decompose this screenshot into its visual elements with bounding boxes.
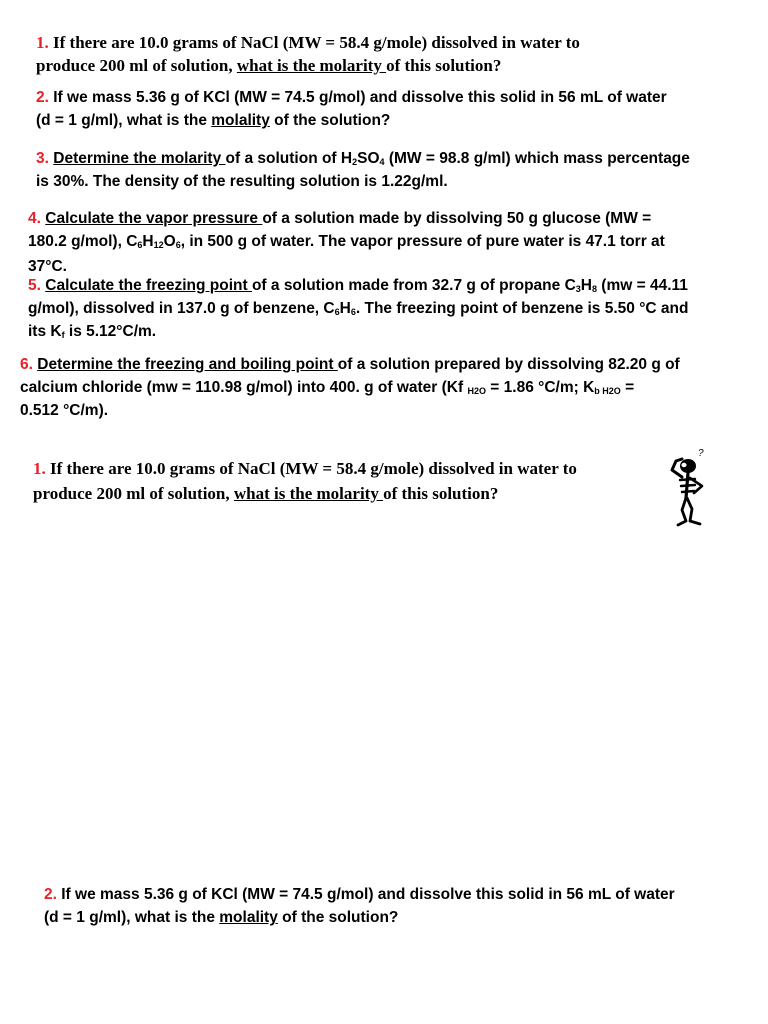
question-1-worksheet: 1. If there are 10.0 grams of NaCl (MW = 58.4 g/mole) dissolved in water to produce 200 ml of solution, what is the molarity of this solution? — [33, 459, 577, 503]
question-number: 5. — [28, 277, 41, 294]
question-number: 6. — [20, 356, 33, 373]
question-6: 6. Determine the freezing and boiling point of a solution prepared by dissolving 82.20 g of calcium chloride (mw = 110.98 g/mol) into 400. g of water (Kf $_{H2O}$ = 1.86 °C/m; $K_{b H2O}$ = 0.512 °C/m). — [20, 356, 680, 419]
question-3: 3. Determine the molarity of a solution of $H_2SO_4$ (MW = 98.8 g/ml) which mass percentage is 30%. The density of the resulting solution is 1.22g/ml. — [36, 150, 690, 190]
question-2: 2. If we mass 5.36 g of KCl (MW = 74.5 g/mol) and dissolve this solid in 56 mL of water (d = 1 g/ml), what is the molality of the solution? — [36, 89, 667, 129]
question-number: 2. — [36, 89, 49, 106]
question-number: 4. — [28, 210, 41, 227]
question-1: 1. If there are 10.0 grams of NaCl (MW = 58.4 g/mole) dissolved in water to produce 200 ml of solution, what is the molarity of this solution? — [36, 33, 580, 75]
question-number: 2. — [44, 886, 57, 903]
confused-stick-figure-icon — [664, 446, 724, 532]
question-5: 5. Calculate the freezing point of a solution made from 32.7 g of propane $C_3H_8$ (mw = 44.11 g/mol), dissolved in 137.0 g of benzene, $C_6H_6$. The freezing point of benzene is 5.50 °C and its $K_f$ is 5.12°C/m. — [28, 277, 689, 340]
question-number: 3. — [36, 150, 49, 167]
question-4: 4. Calculate the vapor pressure of a solution made by dissolving 50 g glucose (MW = 180.2 g/mol), $C_6H_{12}O_6$, in 500 g of water. The vapor pressure of pure water is 47.1 torr at 37°C. — [28, 210, 665, 275]
question-number: 1. — [33, 459, 46, 478]
question-mark: ? — [698, 448, 704, 459]
question-number: 1. — [36, 33, 49, 52]
question-2-worksheet: 2. If we mass 5.36 g of KCl (MW = 74.5 g/mol) and dissolve this solid in 56 mL of water (d = 1 g/ml), what is the molality of the solution? — [44, 886, 675, 926]
